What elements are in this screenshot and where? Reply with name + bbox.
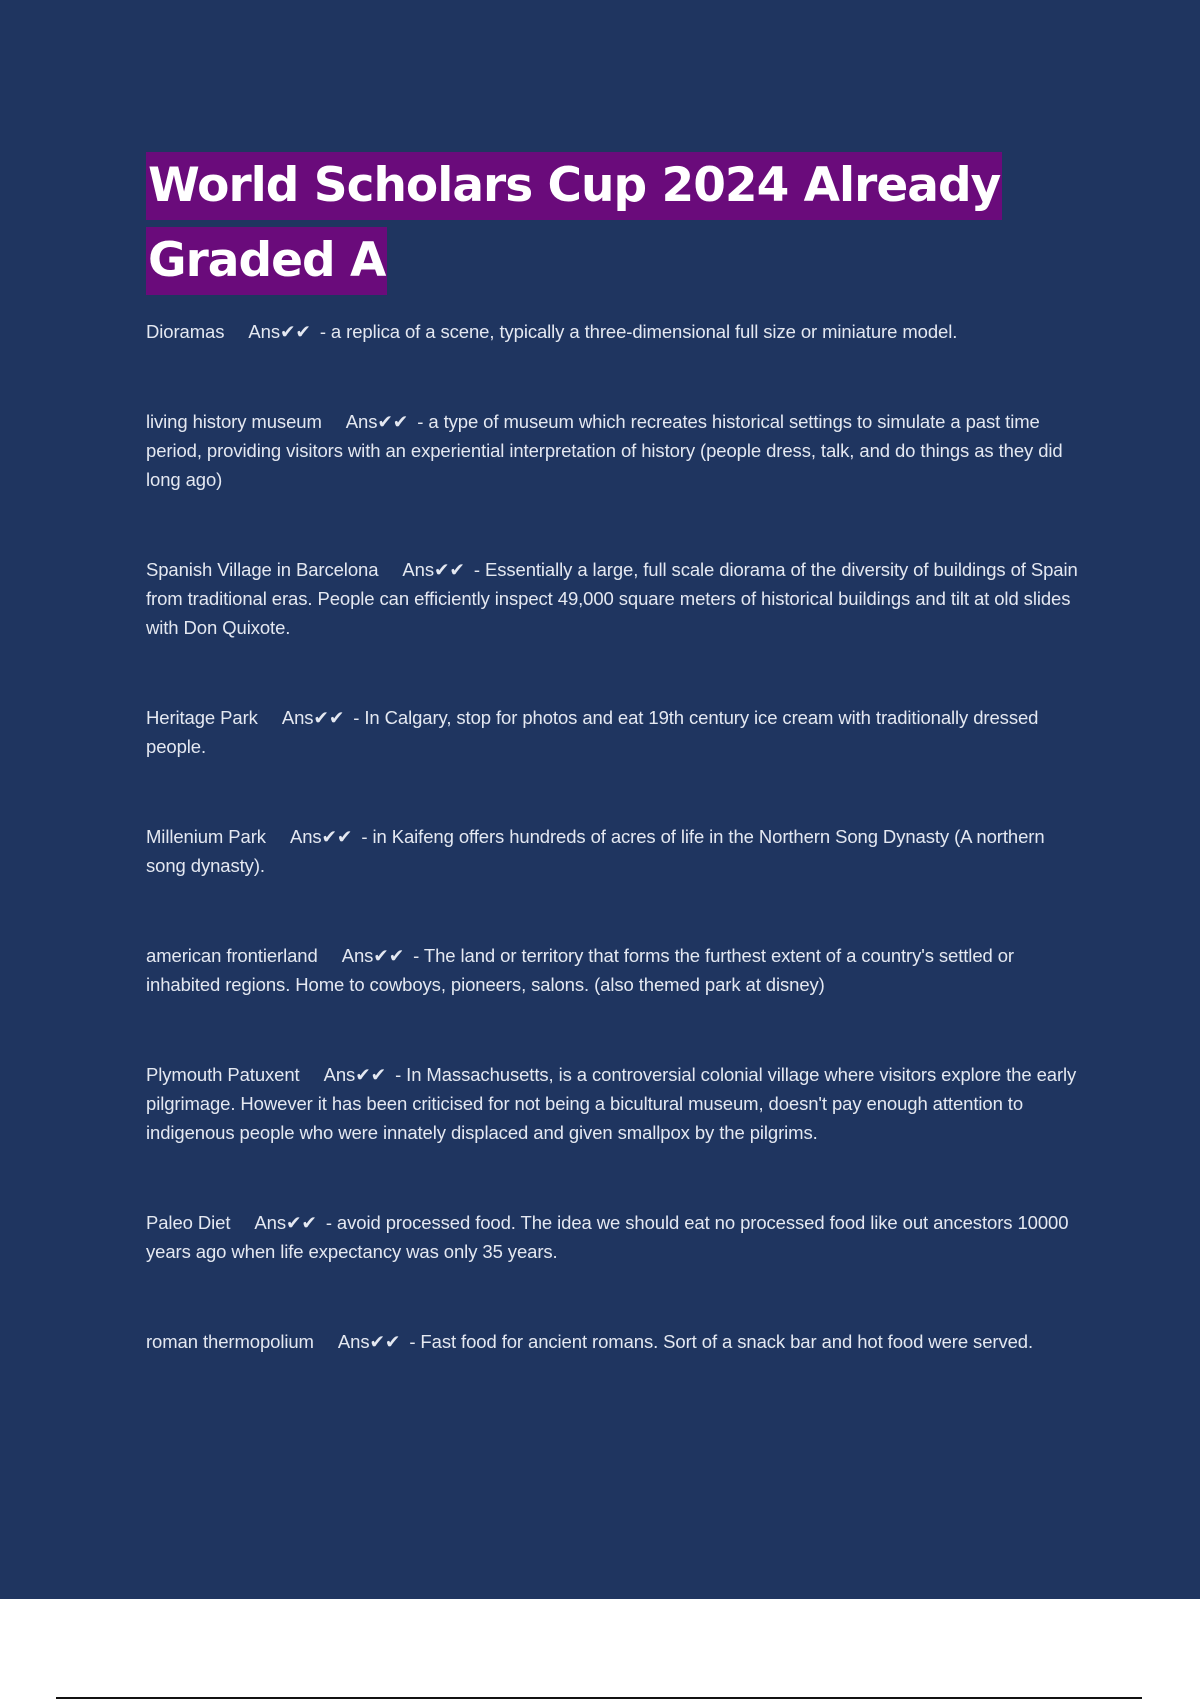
qa-answer-marker: Ans✔✔ (248, 320, 311, 342)
qa-item-paleo-diet (146, 1208, 1086, 1266)
page-footer-rule (56, 1697, 1142, 1699)
qa-definition: - Essentially a large, full scale diorama of the diversity of buildings of Spain from traditional eras. People can efficiently inspect 49,000 square meters of historical buildings and tilt at old slides with Don Quixote. (146, 558, 1078, 638)
document-content (146, 148, 1086, 1417)
qa-answer-marker: Ans✔✔ (337, 1330, 401, 1352)
document-title (146, 148, 1086, 298)
qa-answer-marker: Ans✔✔ (402, 558, 465, 580)
qa-term: Dioramas (146, 320, 225, 342)
qa-list (146, 317, 1086, 1356)
qa-definition: - In Massachusetts, is a controversial colonial village where visitors explore the early pilgrimage. However it has been criticised for not being a bicultural museum, doesn't pay enough attention to indigenous people who were innately displaced and given smallpox by the pilgrims. (146, 1063, 1077, 1143)
qa-answer-marker: Ans✔✔ (254, 1211, 317, 1233)
qa-term: roman thermopolium (146, 1330, 314, 1352)
qa-term: Plymouth Patuxent (146, 1063, 300, 1085)
qa-item-plymouth-patuxent (146, 1060, 1086, 1147)
qa-item-millenium-park (146, 822, 1086, 880)
qa-definition: - In Calgary, stop for photos and eat 19th century ice cream with traditionally dressed people. (146, 706, 1039, 757)
qa-item-roman-thermopolium (146, 1327, 1086, 1356)
qa-definition: - a type of museum which recreates historical settings to simulate a past time period, providing visitors with an experiential interpretation of history (people dress, talk, and do things as they did long ago) (146, 410, 1063, 490)
qa-item-american-frontierland (146, 941, 1086, 999)
qa-answer-marker: Ans✔✔ (281, 706, 345, 728)
qa-term: Spanish Village in Barcelona (146, 558, 379, 580)
qa-answer-marker: Ans✔✔ (341, 944, 405, 966)
qa-term: living history museum (146, 410, 322, 432)
qa-definition: - avoid processed food. The idea we should eat no processed food like out ancestors 10000 years ago when life expectancy was only 35 years. (146, 1211, 1069, 1262)
qa-item-living-history-museum (146, 407, 1086, 494)
qa-answer-marker: Ans✔✔ (345, 410, 409, 432)
qa-definition: - in Kaifeng offers hundreds of acres of life in the Northern Song Dynasty (A northern song dynasty). (146, 825, 1045, 876)
title-line-2: Graded A (146, 227, 387, 295)
qa-answer-marker: Ans✔✔ (323, 1063, 387, 1085)
qa-item-dioramas (146, 317, 1086, 346)
title-line-1: World Scholars Cup 2024 Already (146, 152, 1002, 220)
qa-item-spanish-village (146, 555, 1086, 642)
qa-term: Heritage Park (146, 706, 258, 728)
qa-definition: - a replica of a scene, typically a three-dimensional full size or miniature model. (319, 320, 958, 342)
qa-item-heritage-park (146, 703, 1086, 761)
qa-term: Millenium Park (146, 825, 266, 847)
qa-term: Paleo Diet (146, 1211, 231, 1233)
qa-definition: - Fast food for ancient romans. Sort of a snack bar and hot food were served. (409, 1330, 1034, 1352)
qa-term: american frontierland (146, 944, 318, 966)
qa-answer-marker: Ans✔✔ (289, 825, 353, 847)
qa-definition: - The land or territory that forms the furthest extent of a country's settled or inhabited regions. Home to cowboys, pioneers, salons. (also themed park at disney) (146, 944, 1014, 995)
